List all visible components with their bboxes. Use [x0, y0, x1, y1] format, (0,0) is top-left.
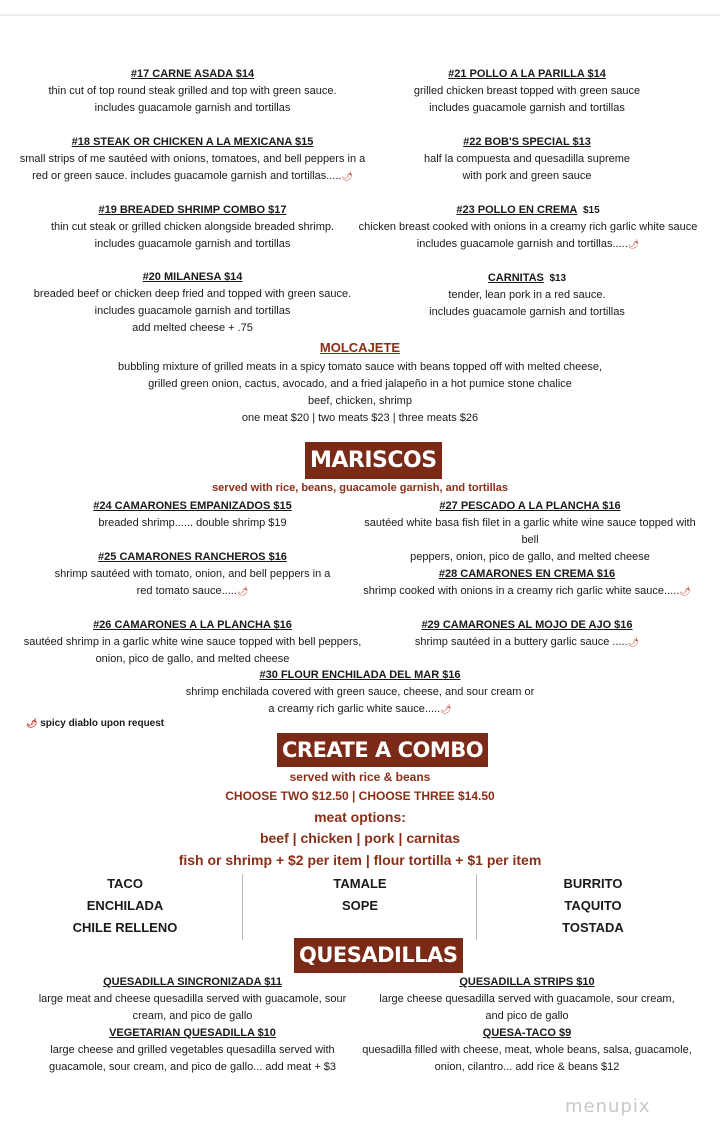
item-title: VEGETARIAN QUESADILLA $10	[109, 1027, 276, 1039]
item-desc: includes guacamole garnish and tortillas	[94, 102, 291, 114]
item-desc: thin cut steak or grilled chicken alongside breaded shrimp.	[50, 221, 335, 233]
item-title: #17 CARNE ASADA $14	[130, 68, 255, 80]
combo-option: TOSTADA	[562, 920, 624, 935]
item-desc: grilled chicken breast topped with green sauce	[413, 85, 641, 97]
molcajete-title: MOLCAJETE	[319, 340, 401, 355]
combo-option: BURRITO	[563, 876, 623, 891]
combo-extras: fish or shrimp + $2 per item | flour tortilla + $1 per item	[178, 852, 542, 868]
top-divider	[0, 14, 720, 16]
quesadilla-strips	[362, 974, 692, 1025]
item-title: #24 CAMARONES EMPANIZADOS $15	[93, 500, 292, 512]
item-title: #22 BOB'S SPECIAL $13	[463, 136, 591, 148]
combo-option: CHILE RELLENO	[72, 920, 178, 935]
item-20	[20, 269, 365, 337]
item-desc: onion, pico de gallo, and melted cheese	[95, 653, 290, 665]
item-21	[362, 66, 692, 117]
combo-option: ENCHILADA	[86, 898, 164, 913]
item-desc: sautéed shrimp in a garlic white wine sauce topped with bell peppers,	[23, 636, 362, 648]
item-title: CARNITAS	[487, 272, 544, 284]
spicy-note	[26, 718, 164, 729]
item-desc: onion, cilantro... add rice & beans $12	[434, 1061, 620, 1073]
molcajete-line: grilled green onion, cactus, avocado, and a fried jalapeño in a hot pumice stone chalice	[148, 378, 572, 390]
chili-pepper-icon: 🌶	[341, 171, 353, 181]
chili-pepper-icon: 🌶	[26, 718, 38, 728]
chili-pepper-icon: 🌶	[679, 586, 691, 596]
item-desc: red or green sauce. includes guacamole garnish and tortillas.....	[32, 170, 342, 182]
meat-options-label: meat options:	[314, 809, 406, 825]
item-29	[362, 617, 692, 651]
item-title: #29 CAMARONES AL MOJO DE AJO $16	[421, 619, 633, 631]
item-desc: half la compuesta and quesadilla supreme	[423, 153, 631, 165]
mariscos-subtitle: served with rice, beans, guacamole garnish, and tortillas	[212, 482, 508, 494]
item-title: #30 FLOUR ENCHILADA DEL MAR $16	[259, 669, 461, 681]
molcajete-desc	[60, 359, 660, 427]
item-desc: small strips of me sautéed with onions, tomatoes, and bell peppers in a	[19, 153, 366, 165]
item-desc: guacamole, sour cream, and pico de gallo... add meat + $3	[48, 1061, 337, 1073]
item-desc: includes guacamole garnish and tortillas	[429, 102, 625, 114]
item-title: QUESADILLA STRIPS $10	[459, 976, 595, 988]
item-17	[20, 66, 365, 117]
item-title: #19 BREADED SHRIMP COMBO $17	[98, 204, 287, 216]
mariscos-heading: MARISCOS	[305, 442, 442, 479]
item-desc: shrimp sautéed with tomato, onion, and bell peppers in a	[54, 568, 331, 580]
item-carnitas	[362, 270, 692, 321]
meat-options: beef | chicken | pork | carnitas	[259, 830, 461, 846]
item-title: #18 STEAK OR CHICKEN A LA MEXICANA $15	[71, 136, 314, 148]
item-desc: includes guacamole garnish and tortillas	[94, 305, 291, 317]
item-27	[355, 498, 705, 566]
item-desc: with pork and green sauce	[462, 170, 592, 182]
item-title: #26 CAMARONES A LA PLANCHA $16	[93, 619, 292, 631]
item-desc: cream, and pico de gallo	[132, 1010, 253, 1022]
item-title: QUESADILLA SINCRONIZADA $11	[103, 976, 282, 988]
item-desc: sautéed white basa fish filet in a garlic white wine sauce topped with bell	[364, 517, 696, 546]
item-title: #27 PESCADO A LA PLANCHA $16	[439, 500, 621, 512]
combo-heading: CREATE A COMBO	[277, 733, 488, 767]
item-26	[15, 617, 370, 668]
combo-option: TACO	[107, 876, 143, 891]
molcajete-line: beef, chicken, shrimp	[308, 395, 412, 407]
vegetarian-quesadilla	[20, 1025, 365, 1076]
item-desc: quesadilla filled with cheese, meat, whole beans, salsa, guacamole,	[362, 1044, 692, 1056]
item-desc: and pico de gallo	[485, 1010, 569, 1022]
chili-pepper-icon: 🌶	[627, 637, 640, 647]
item-25	[20, 549, 365, 600]
combo-col-1	[40, 873, 210, 939]
item-desc: shrimp cooked with onions in a creamy rich garlic white sauce.....	[363, 585, 680, 597]
item-title: #28 CAMARONES EN CREMA $16	[438, 568, 616, 580]
item-desc: includes guacamole garnish and tortillas	[94, 238, 291, 250]
column-divider	[476, 874, 477, 940]
combo-col-2	[275, 873, 445, 917]
spicy-note-text: spicy diablo upon request	[40, 718, 165, 729]
quesadilla-sincronizada	[20, 974, 365, 1025]
combo-option: SOPE	[341, 898, 379, 913]
item-title: #25 CAMARONES RANCHEROS $16	[98, 551, 287, 563]
item-desc: large cheese and grilled vegetables quesadilla served with	[50, 1044, 335, 1056]
item-28	[362, 566, 692, 600]
combo-served: served with rice & beans	[289, 770, 431, 784]
item-title: #20 MILANESA $14	[142, 271, 243, 283]
item-desc: shrimp enchilada covered with green sauce, cheese, and sour cream or	[185, 686, 535, 698]
item-19	[20, 202, 365, 253]
quesadillas-heading: QUESADILLAS	[294, 938, 463, 973]
item-desc: a creamy rich garlic white sauce.....	[268, 703, 441, 715]
item-desc: shrimp sautéed in a buttery garlic sauce .....	[414, 636, 628, 648]
item-desc: large meat and cheese quesadilla served with guacamole, sour	[38, 993, 347, 1005]
chili-pepper-icon: 🌶	[236, 586, 249, 596]
item-18	[10, 134, 375, 185]
item-title: #21 POLLO A LA PARILLA $14	[448, 68, 606, 80]
item-desc: peppers, onion, pico de gallo, and melted cheese	[410, 551, 650, 563]
combo-choose: CHOOSE TWO $12.50 | CHOOSE THREE $14.50	[225, 789, 495, 803]
molcajete-line: bubbling mixture of grilled meats in a spicy tomato sauce with beans topped off with melted cheese,	[117, 361, 603, 373]
combo-option: TAQUITO	[564, 898, 622, 913]
item-price: $13	[549, 273, 567, 284]
menupix-watermark: menupix	[565, 1096, 651, 1117]
item-desc: thin cut of top round steak grilled and top with green sauce.	[48, 85, 337, 97]
item-desc: tender, lean pork in a red sauce.	[448, 289, 606, 301]
item-desc: large cheese quesadilla served with guacamole, sour cream,	[379, 993, 675, 1005]
item-desc: includes guacamole garnish and tortillas	[429, 306, 625, 318]
item-23	[358, 202, 698, 253]
item-24	[20, 498, 365, 532]
chili-pepper-icon: 🌶	[627, 239, 640, 249]
item-desc: breaded beef or chicken deep fried and topped with green sauce.	[33, 288, 352, 300]
combo-option: TAMALE	[333, 876, 387, 891]
item-desc: includes guacamole garnish and tortillas.....	[416, 238, 628, 250]
chili-pepper-icon: 🌶	[440, 704, 452, 714]
item-desc: add melted cheese + .75	[132, 322, 253, 334]
item-desc: chicken breast cooked with onions in a creamy rich garlic white sauce	[358, 221, 698, 233]
item-desc: red tomato sauce.....	[136, 585, 237, 597]
item-title: #23 POLLO EN CREMA	[456, 204, 578, 216]
item-title: QUESA-TACO $9	[482, 1027, 572, 1039]
quesa-taco	[362, 1025, 692, 1076]
column-divider	[242, 874, 243, 940]
item-price: $15	[582, 205, 600, 216]
item-22	[362, 134, 692, 185]
item-30	[160, 667, 560, 718]
combo-col-3	[508, 873, 678, 939]
molcajete-prices: one meat $20 | two meats $23 | three meats $26	[241, 412, 479, 424]
item-desc: breaded shrimp...... double shrimp $19	[98, 517, 287, 529]
